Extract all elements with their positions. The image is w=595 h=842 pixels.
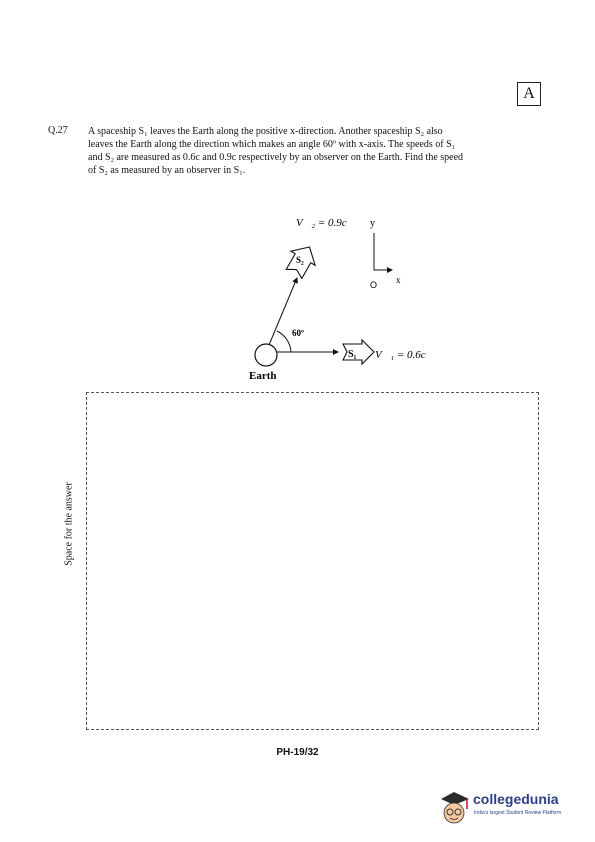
question-line: and S₂ are measured as 0.6c and 0.9c respectively by an observer on the Earth. Find the speed <box>88 152 464 163</box>
angle-label: 60º <box>292 328 304 338</box>
v2-label: V⃗₂ = 0.9c <box>296 217 347 229</box>
answer-space-box[interactable] <box>86 392 539 730</box>
s2-label: S₂ <box>296 255 304 265</box>
angle-arc <box>277 331 291 352</box>
axis-y-label: y <box>370 218 375 229</box>
v1-label: V⃗₁ = 0.6c <box>375 349 426 361</box>
question-number: Q.27 <box>48 125 68 136</box>
question-line: leaves the Earth along the direction which makes an angle 60º with x-axis. The speeds of S₁ <box>88 139 456 150</box>
brand-logo-icon <box>437 787 473 827</box>
question-line: A spaceship S₁ leaves the Earth along the positive x-direction. Another spaceship S₂ also <box>88 126 443 137</box>
paper-set-box: A <box>517 82 541 106</box>
physics-diagram <box>0 0 595 392</box>
brand-tagline: India's largest Student Review Platform <box>474 810 562 816</box>
origin-label: O <box>370 280 378 290</box>
question-line: of S₂ as measured by an observer in S₁. <box>88 165 246 176</box>
axis-x-label: x <box>396 275 401 285</box>
s1-label: S₁ <box>348 349 357 360</box>
answer-space-label: Space for the answer <box>63 482 75 566</box>
page-code: PH-19/32 <box>276 747 319 758</box>
earth-label: Earth <box>249 370 277 382</box>
earth-circle <box>255 344 277 366</box>
brand-name: collegedunia <box>473 791 559 807</box>
